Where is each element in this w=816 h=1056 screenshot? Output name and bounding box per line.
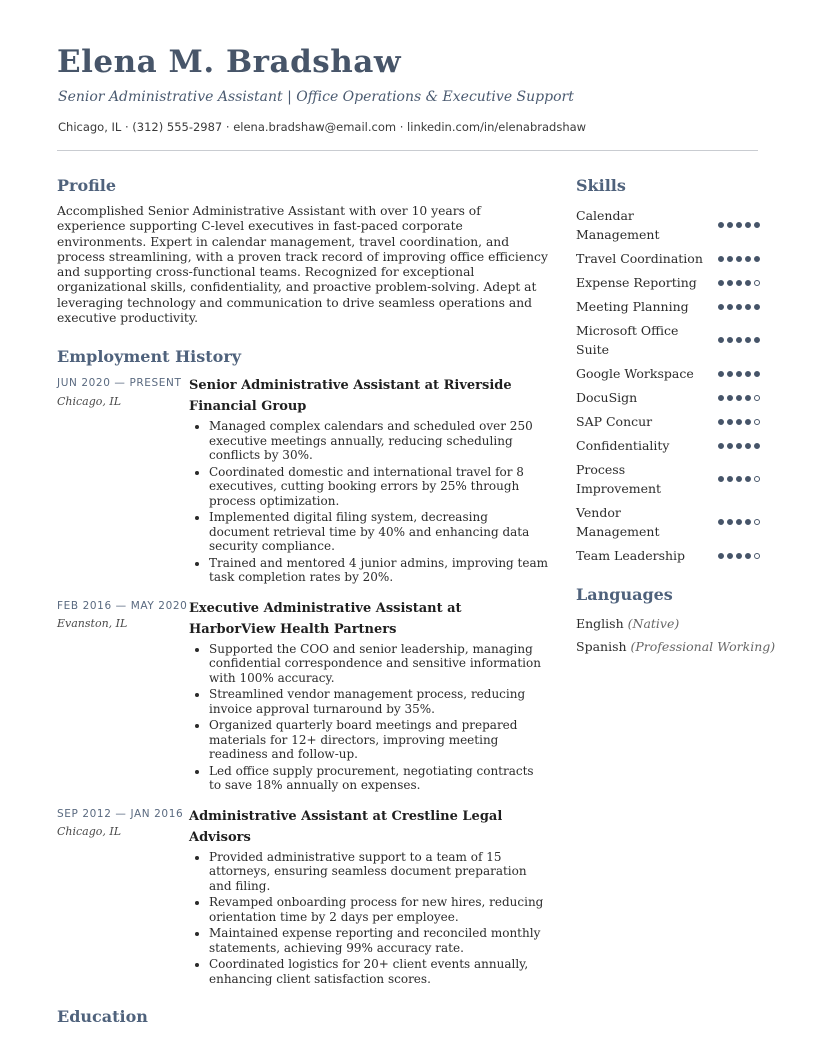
filled-dot-icon [736, 419, 742, 425]
skill-name: SAP Concur [576, 414, 653, 429]
sidebar [576, 176, 776, 661]
filled-dot-icon [727, 304, 733, 310]
filled-dot-icon [736, 222, 742, 228]
job-bullet: • Organized quarterly board meetings and prepared materials for 12+ directors, improving meeting readiness and follow-up. [209, 718, 549, 762]
language-level: (Professional Working) [630, 639, 776, 654]
skill-name: Vendor Management [576, 505, 660, 539]
skill-name: Calendar Management [576, 208, 660, 242]
filled-dot-icon [727, 280, 733, 286]
filled-dot-icon [745, 476, 751, 482]
job-entry [57, 806, 549, 989]
skill-item [576, 206, 760, 244]
job-title: Executive Administrative Assistant at HarborView Health Partners [189, 600, 462, 637]
job-body [189, 598, 549, 795]
job-bullet: • Streamlined vendor management process, reducing invoice approval turnaround by 35%. [209, 687, 549, 716]
job-body [189, 806, 549, 989]
skill-item [576, 388, 760, 407]
job-bullet: • Coordinated domestic and international travel for 8 executives, cutting booking errors by 25% through process optimization. [209, 465, 549, 509]
filled-dot-icon [745, 371, 751, 377]
skill-rating [718, 476, 760, 482]
empty-dot-icon [754, 553, 760, 559]
filled-dot-icon [736, 304, 742, 310]
skill-name: Team Leadership [576, 548, 686, 563]
skill-rating [718, 519, 760, 525]
headline: Senior Administrative Assistant | Office Operations & Executive Support [58, 89, 574, 105]
header-divider [57, 150, 758, 151]
skill-name: Expense Reporting [576, 275, 697, 290]
job-bullet: • Maintained expense reporting and reconciled monthly statements, achieving 99% accuracy rate. [209, 926, 549, 955]
job-body [189, 375, 549, 587]
filled-dot-icon [718, 256, 724, 262]
skills-heading: Skills [576, 176, 626, 195]
filled-dot-icon [736, 519, 742, 525]
filled-dot-icon [727, 256, 733, 262]
filled-dot-icon [718, 419, 724, 425]
empty-dot-icon [754, 280, 760, 286]
filled-dot-icon [718, 304, 724, 310]
empty-dot-icon [754, 395, 760, 401]
filled-dot-icon [754, 256, 760, 262]
skill-name: Meeting Planning [576, 299, 689, 314]
filled-dot-icon [718, 371, 724, 377]
filled-dot-icon [727, 443, 733, 449]
filled-dot-icon [727, 222, 733, 228]
language-item [576, 615, 760, 633]
skill-rating [718, 304, 760, 310]
filled-dot-icon [736, 443, 742, 449]
job-meta [57, 806, 189, 989]
empty-dot-icon [754, 476, 760, 482]
filled-dot-icon [754, 371, 760, 377]
job-bullet: • Provided administrative support to a team of 15 attorneys, ensuring seamless document preparation and filing. [209, 850, 549, 894]
filled-dot-icon [736, 395, 742, 401]
main-column [57, 176, 549, 1035]
job-entry [57, 375, 549, 587]
job-entry [57, 598, 549, 795]
skill-rating [718, 256, 760, 262]
job-bullet: • Revamped onboarding process for new hires, reducing orientation time by 2 days per employee. [209, 895, 549, 924]
skill-item [576, 412, 760, 431]
language-name: Spanish [576, 639, 627, 654]
filled-dot-icon [718, 222, 724, 228]
skill-item [576, 460, 760, 498]
job-location: Evanston, IL [57, 617, 128, 631]
filled-dot-icon [727, 519, 733, 525]
job-title: Administrative Assistant at Crestline Legal Advisors [189, 808, 503, 845]
skill-name: Google Workspace [576, 366, 694, 381]
filled-dot-icon [736, 476, 742, 482]
filled-dot-icon [718, 280, 724, 286]
filled-dot-icon [727, 419, 733, 425]
filled-dot-icon [745, 337, 751, 343]
filled-dot-icon [736, 553, 742, 559]
skill-name: Process Improvement [576, 462, 662, 496]
skill-rating [718, 443, 760, 449]
job-title: Senior Administrative Assistant at Riverside Financial Group [189, 378, 512, 415]
filled-dot-icon [718, 476, 724, 482]
job-bullet: • Coordinated logistics for 20+ client events annually, enhancing client satisfaction scores. [209, 957, 549, 986]
language-item [576, 638, 776, 656]
skill-name: DocuSign [576, 390, 638, 405]
contact-line: Chicago, IL · (312) 555-2987 · elena.bradshaw@email.com · linkedin.com/in/elenabradshaw [58, 120, 587, 134]
skill-rating [718, 280, 760, 286]
filled-dot-icon [718, 553, 724, 559]
job-dates: SEP 2012 — JAN 2016 [57, 807, 184, 820]
job-bullet: • Supported the COO and senior leadership, managing confidential correspondence and sensitive information with 100% accuracy. [209, 642, 549, 686]
job-bullet: • Trained and mentored 4 junior admins, improving team task completion rates by 20%. [209, 556, 549, 585]
filled-dot-icon [718, 337, 724, 343]
skill-item [576, 546, 760, 565]
filled-dot-icon [736, 337, 742, 343]
filled-dot-icon [745, 419, 751, 425]
skill-rating [718, 553, 760, 559]
filled-dot-icon [736, 256, 742, 262]
employment-heading: Employment History [57, 347, 242, 367]
filled-dot-icon [745, 304, 751, 310]
skill-name: Microsoft Office Suite [576, 323, 679, 357]
candidate-name: Elena M. Bradshaw [57, 44, 402, 80]
skill-item [576, 249, 760, 268]
language-name: English [576, 616, 624, 631]
job-dates: JUN 2020 — PRESENT [57, 377, 182, 390]
language-level: (Native) [627, 616, 680, 631]
skill-item [576, 503, 760, 541]
filled-dot-icon [718, 519, 724, 525]
job-bullet: • Implemented digital filing system, decreasing document retrieval time by 40% and enhancing data security compliance. [209, 510, 549, 554]
skill-rating [718, 222, 760, 228]
filled-dot-icon [727, 553, 733, 559]
skill-item [576, 321, 760, 359]
skill-name: Confidentiality [576, 438, 670, 453]
filled-dot-icon [745, 395, 751, 401]
skill-name: Travel Coordination [576, 251, 703, 266]
profile-text: Accomplished Senior Administrative Assistant with over 10 years of experience supporting C-level executives in fast-paced corporate environments. Expert in calendar management, travel coordination, and process streamlining, with a proven track record of improving office efficiency and supporting cross-functional teams. Recognized for exceptional organizational skills, confidentiality, and proactive problem-solving. Adept at leveraging technology and communication to drive seamless operations and executive productivity. [57, 204, 548, 326]
job-meta [57, 598, 189, 795]
job-dates: FEB 2016 — MAY 2020 [57, 599, 188, 612]
filled-dot-icon [727, 371, 733, 377]
filled-dot-icon [727, 337, 733, 343]
skill-rating [718, 337, 760, 343]
filled-dot-icon [736, 280, 742, 286]
skill-list [576, 206, 760, 565]
skill-item [576, 364, 760, 383]
filled-dot-icon [754, 443, 760, 449]
skill-rating [718, 395, 760, 401]
job-bullet: • Led office supply procurement, negotiating contracts to save 18% annually on expenses. [209, 764, 549, 793]
job-bullets [189, 642, 549, 793]
filled-dot-icon [745, 280, 751, 286]
job-bullets [189, 850, 549, 987]
filled-dot-icon [727, 476, 733, 482]
skill-item [576, 273, 760, 292]
skill-item [576, 297, 760, 316]
filled-dot-icon [745, 222, 751, 228]
filled-dot-icon [745, 443, 751, 449]
job-location: Chicago, IL [57, 394, 122, 408]
job-list [57, 375, 549, 988]
job-bullets [189, 419, 549, 585]
filled-dot-icon [745, 256, 751, 262]
filled-dot-icon [745, 519, 751, 525]
filled-dot-icon [754, 337, 760, 343]
skill-rating [718, 419, 760, 425]
skill-item [576, 436, 760, 455]
education-heading: Education [57, 1007, 148, 1027]
empty-dot-icon [754, 519, 760, 525]
filled-dot-icon [727, 395, 733, 401]
empty-dot-icon [754, 419, 760, 425]
profile-heading: Profile [57, 176, 117, 195]
language-list [576, 615, 776, 656]
filled-dot-icon [745, 553, 751, 559]
filled-dot-icon [718, 395, 724, 401]
filled-dot-icon [718, 443, 724, 449]
filled-dot-icon [754, 222, 760, 228]
filled-dot-icon [754, 304, 760, 310]
job-meta [57, 375, 189, 587]
job-bullet: • Managed complex calendars and scheduled over 250 executive meetings annually, reducing scheduling conflicts by 30%. [209, 419, 549, 463]
skill-rating [718, 371, 760, 377]
filled-dot-icon [736, 371, 742, 377]
job-location: Chicago, IL [57, 825, 122, 839]
languages-heading: Languages [576, 585, 673, 604]
